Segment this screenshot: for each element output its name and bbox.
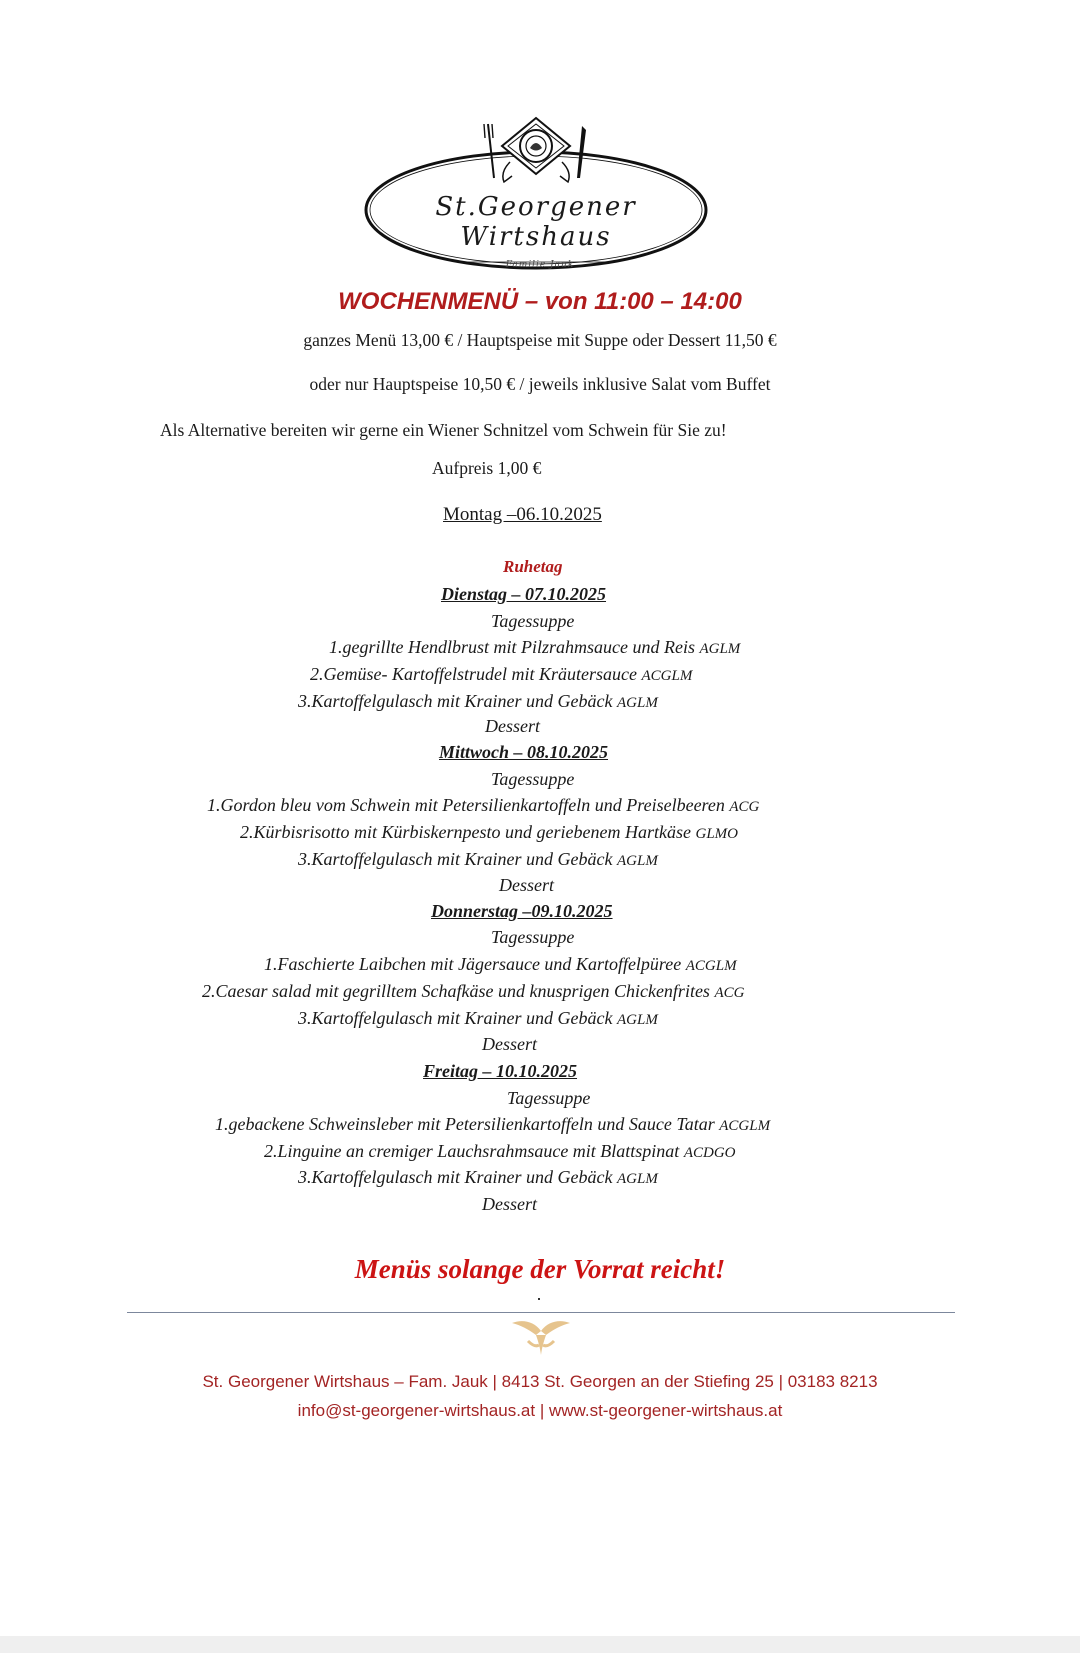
tuesday-dessert: Dessert [485,716,540,736]
logo-restaurant-name: St.Georgener Wirtshaus [435,192,637,252]
dish-text: 3.Kartoffelgulasch mit Krainer und Gebäck [298,691,613,711]
price-info-line-2: oder nur Hauptspeise 10,50 € / jeweils inklusive Salat vom Buffet [309,374,771,394]
bottom-margin [0,1636,1080,1653]
friday-dish-2 [264,1141,735,1162]
dish-allergens: ACGLM [719,1118,771,1134]
alternative-note: Als Alternative bereiten wir gerne ein Wiener Schnitzel vom Schwein für Sie zu! [160,420,727,440]
tuesday-soup: Tagessuppe [491,611,575,631]
wednesday-dish-1 [207,795,759,816]
dish-allergens: AGLM [699,641,741,657]
tuesday-dish-2 [310,664,692,685]
monday-closed-note: Ruhetag [503,557,563,576]
dish-text: 1.gegrillte Hendlbrust mit Pilzrahmsauce und Reis [329,637,695,657]
logo-family-name: Familie Jauk [505,260,575,270]
dish-allergens: ACGLM [641,668,693,684]
surcharge-note: Aufpreis 1,00 € [432,458,542,478]
dish-text: 1.Gordon bleu vom Schwein mit Petersilienkartoffeln und Preiselbeeren [207,795,725,815]
price-info-line-1: ganzes Menü 13,00 € / Hauptspeise mit Suppe oder Dessert 11,50 € [303,330,777,350]
dish-allergens: ACG [729,799,760,815]
day-title-tuesday: Dienstag – 07.10.2025 [441,584,607,604]
wednesday-soup: Tagessuppe [491,769,575,789]
day-title-wednesday: Mittwoch – 08.10.2025 [439,742,609,762]
bird-ornament-icon [508,1313,574,1357]
divider-dot [538,1298,540,1300]
dish-text: 2.Linguine an cremiger Lauchsrahmsauce mit Blattspinat [264,1141,680,1161]
menu-title: WOCHENMENÜ – von 11:00 – 14:00 [338,288,742,315]
dish-allergens: AGLM [616,1012,658,1028]
day-title-friday: Freitag – 10.10.2025 [423,1061,578,1081]
dish-allergens: AGLM [616,1171,658,1187]
day-title-monday: Montag –06.10.2025 [443,504,602,525]
dish-text: 3.Kartoffelgulasch mit Krainer und Gebäck [298,849,613,869]
closing-note: Menüs solange der Vorrat reicht! [354,1254,726,1284]
dish-text: 1.gebackene Schweinsleber mit Petersilienkartoffeln und Sauce Tatar [215,1114,715,1134]
wednesday-dessert: Dessert [499,875,554,895]
thursday-dessert: Dessert [482,1034,537,1054]
day-title-thursday: Donnerstag –09.10.2025 [431,901,613,921]
dish-text: 3.Kartoffelgulasch mit Krainer und Gebäck [298,1008,613,1028]
dish-text: 2.Gemüse- Kartoffelstrudel mit Kräutersauce [310,664,637,684]
dish-allergens: AGLM [616,853,658,869]
friday-dish-3 [298,1167,658,1188]
restaurant-logo [360,112,720,284]
dish-allergens: AGLM [616,695,658,711]
footer-contact[interactable]: info@st-georgener-wirtshaus.at | www.st-georgener-wirtshaus.at [297,1401,783,1420]
dish-allergens: ACGLM [685,958,737,974]
dish-allergens: ACG [714,985,745,1001]
wednesday-dish-2 [240,822,738,843]
friday-soup: Tagessuppe [507,1088,591,1108]
friday-dessert: Dessert [482,1194,537,1214]
thursday-dish-3 [298,1008,658,1029]
thursday-dish-1 [264,954,737,975]
thursday-dish-2 [202,981,744,1002]
dish-text: 1.Faschierte Laibchen mit Jägersauce und Kartoffelpüree [264,954,682,974]
dish-text: 2.Caesar salad mit gegrilltem Schafkäse und knusprigen Chickenfrites [202,981,710,1001]
dish-allergens: GLMO [695,826,738,842]
friday-dish-1 [215,1114,770,1135]
dish-text: 2.Kürbisrisotto mit Kürbiskernpesto und geriebenem Hartkäse [240,822,691,842]
wednesday-dish-3 [298,849,658,870]
footer-address: St. Georgener Wirtshaus – Fam. Jauk | 8413 St. Georgen an der Stiefing 25 | 03183 8213 [202,1372,878,1391]
dish-allergens: ACDGO [683,1145,736,1161]
dish-text: 3.Kartoffelgulasch mit Krainer und Gebäck [298,1167,613,1187]
tuesday-dish-1 [329,637,740,658]
tuesday-dish-3 [298,691,658,712]
thursday-soup: Tagessuppe [491,927,575,947]
